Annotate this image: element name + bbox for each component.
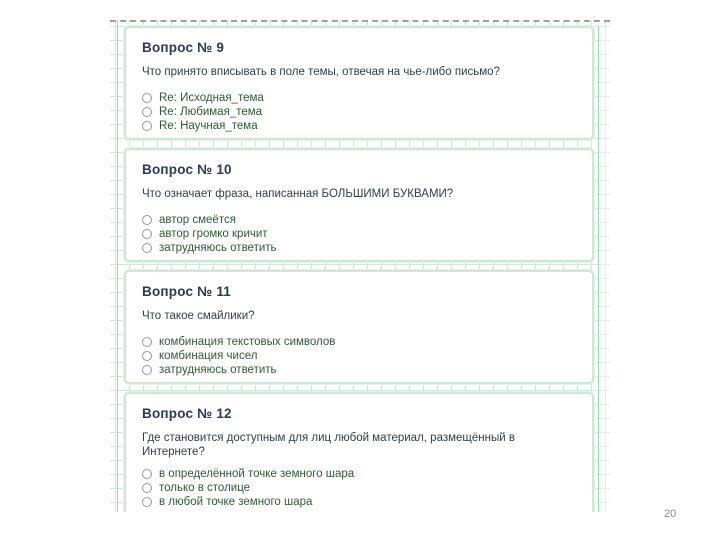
question-title: Вопрос № 9 — [142, 40, 225, 55]
question-title: Вопрос № 12 — [142, 406, 232, 421]
worksheet-page — [110, 20, 610, 512]
question-card — [124, 270, 594, 384]
answer-option[interactable] — [142, 91, 578, 105]
answer-option[interactable] — [142, 335, 578, 349]
answer-label: только в столице — [159, 482, 251, 494]
question-card — [124, 148, 594, 262]
answer-option[interactable] — [142, 227, 578, 241]
answer-label: автор смеётся — [159, 214, 236, 226]
answer-options — [142, 467, 578, 509]
answer-label: Re: Любимая_тема — [159, 106, 263, 118]
radio-icon[interactable] — [142, 107, 152, 117]
top-dashed-border — [110, 20, 610, 22]
question-text: Где становится доступным для лиц любой материал, размещённый в Интернете? — [142, 432, 515, 458]
answer-label: в определённой точке земного шара — [159, 468, 355, 480]
radio-icon[interactable] — [142, 93, 152, 103]
answer-option[interactable] — [142, 363, 578, 377]
radio-icon[interactable] — [142, 229, 152, 239]
answer-option[interactable] — [142, 105, 578, 119]
radio-icon[interactable] — [142, 215, 152, 225]
answer-label: Re: Научная_тема — [159, 120, 258, 132]
answer-option[interactable] — [142, 241, 578, 255]
right-margin-strip — [598, 26, 610, 512]
page-number: 20 — [664, 508, 677, 520]
answer-options — [142, 91, 578, 133]
radio-icon[interactable] — [142, 337, 152, 347]
answer-option[interactable] — [142, 119, 578, 133]
radio-icon[interactable] — [142, 121, 152, 131]
question-title: Вопрос № 11 — [142, 284, 231, 299]
answer-label: затрудняюсь ответить — [159, 364, 277, 376]
answer-label: в любой точке земного шара — [159, 496, 313, 508]
radio-icon[interactable] — [142, 351, 152, 361]
answer-option[interactable] — [142, 213, 578, 227]
radio-icon[interactable] — [142, 243, 152, 253]
answer-label: Re: Исходная_тема — [159, 92, 264, 104]
answer-label: комбинация текстовых символов — [159, 336, 336, 348]
left-margin-line — [117, 20, 118, 512]
answer-option[interactable] — [142, 467, 578, 481]
question-card — [124, 392, 594, 512]
answer-label: затрудняюсь ответить — [159, 242, 277, 254]
question-text: Что такое смайлики? — [142, 310, 255, 322]
answer-option[interactable] — [142, 481, 578, 495]
radio-icon[interactable] — [142, 469, 152, 479]
radio-icon[interactable] — [142, 483, 152, 493]
question-text: Что означает фраза, написанная БОЛЬШИМИ БУКВАМИ? — [142, 188, 454, 200]
answer-label: комбинация чисел — [159, 350, 258, 362]
answer-label: автор громко кричит — [159, 228, 268, 240]
radio-icon[interactable] — [142, 365, 152, 375]
question-title: Вопрос № 10 — [142, 162, 232, 177]
answer-options — [142, 335, 578, 377]
answer-option[interactable] — [142, 495, 578, 509]
question-text: Что принято вписывать в поле темы, отвечая на чье-либо письмо? — [142, 66, 500, 78]
answer-option[interactable] — [142, 349, 578, 363]
answer-options — [142, 213, 578, 255]
question-card — [124, 26, 594, 140]
radio-icon[interactable] — [142, 497, 152, 507]
